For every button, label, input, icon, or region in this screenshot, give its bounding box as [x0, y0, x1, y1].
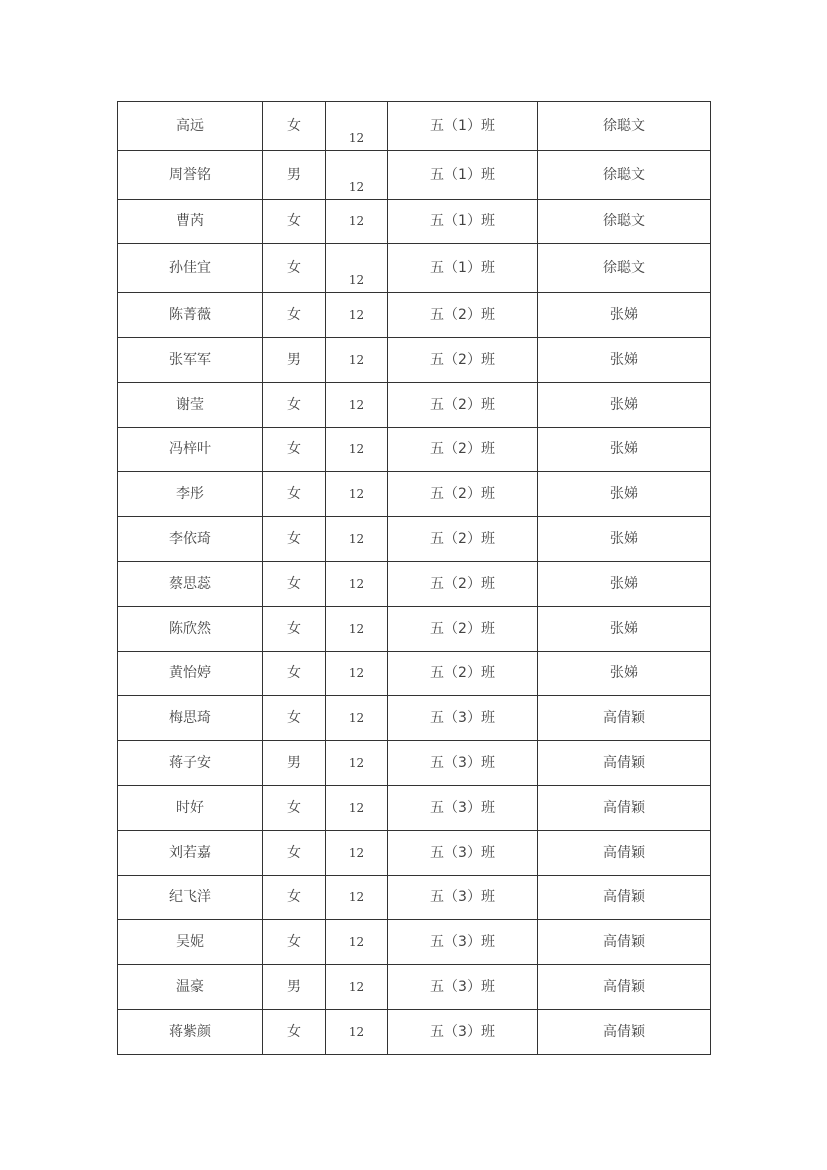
- class-teacher: 高倩颖: [538, 696, 711, 741]
- student-age: 12: [326, 427, 388, 472]
- class-teacher: 张娣: [538, 382, 711, 427]
- student-age: 12: [326, 382, 388, 427]
- student-age: 12: [326, 517, 388, 562]
- student-class: 五（2）班: [388, 606, 538, 651]
- student-class: 五（2）班: [388, 382, 538, 427]
- student-gender: 女: [263, 875, 326, 920]
- table-row: [118, 696, 711, 741]
- table-row: [118, 150, 711, 199]
- student-age: 12: [326, 920, 388, 965]
- student-age: 12: [326, 830, 388, 875]
- class-teacher: 徐聪文: [538, 102, 711, 151]
- student-gender: 女: [263, 696, 326, 741]
- student-age: 12: [326, 741, 388, 786]
- student-gender: 女: [263, 785, 326, 830]
- student-age: 12: [326, 102, 388, 151]
- class-teacher: 高倩颖: [538, 785, 711, 830]
- student-class: 五（2）班: [388, 427, 538, 472]
- class-teacher: 张娣: [538, 293, 711, 338]
- student-class: 五（2）班: [388, 472, 538, 517]
- table-row: [118, 472, 711, 517]
- student-gender: 女: [263, 382, 326, 427]
- table-row: [118, 561, 711, 606]
- table-row: [118, 1009, 711, 1054]
- student-name: 蒋紫颜: [118, 1009, 263, 1054]
- student-name: 张军军: [118, 337, 263, 382]
- student-class: 五（3）班: [388, 965, 538, 1010]
- student-name: 蒋子安: [118, 741, 263, 786]
- student-class: 五（2）班: [388, 561, 538, 606]
- student-gender: 女: [263, 517, 326, 562]
- table-row: [118, 741, 711, 786]
- student-name: 李彤: [118, 472, 263, 517]
- student-name: 纪飞洋: [118, 875, 263, 920]
- student-age: 12: [326, 199, 388, 244]
- student-name: 蔡思蕊: [118, 561, 263, 606]
- table-row: [118, 427, 711, 472]
- table-row: [118, 337, 711, 382]
- student-class: 五（1）班: [388, 150, 538, 199]
- student-gender: 女: [263, 830, 326, 875]
- student-class: 五（3）班: [388, 920, 538, 965]
- student-age: 12: [326, 561, 388, 606]
- table-row: [118, 785, 711, 830]
- class-teacher: 徐聪文: [538, 244, 711, 293]
- student-name: 吴妮: [118, 920, 263, 965]
- table-row: [118, 244, 711, 293]
- student-class: 五（2）班: [388, 651, 538, 696]
- class-teacher: 高倩颖: [538, 920, 711, 965]
- student-age: 12: [326, 606, 388, 651]
- student-class: 五（3）班: [388, 785, 538, 830]
- student-class: 五（1）班: [388, 102, 538, 151]
- student-age: 12: [326, 965, 388, 1010]
- student-gender: 女: [263, 920, 326, 965]
- student-name: 陈欣然: [118, 606, 263, 651]
- student-class: 五（3）班: [388, 741, 538, 786]
- student-class: 五（3）班: [388, 696, 538, 741]
- student-name: 黄怡婷: [118, 651, 263, 696]
- student-roster-table: [117, 101, 711, 1055]
- class-teacher: 高倩颖: [538, 830, 711, 875]
- class-teacher: 张娣: [538, 472, 711, 517]
- student-name: 高远: [118, 102, 263, 151]
- class-teacher: 徐聪文: [538, 199, 711, 244]
- student-gender: 女: [263, 606, 326, 651]
- student-class: 五（3）班: [388, 1009, 538, 1054]
- student-gender: 女: [263, 561, 326, 606]
- student-name: 冯梓叶: [118, 427, 263, 472]
- student-gender: 女: [263, 427, 326, 472]
- table-row: [118, 875, 711, 920]
- student-name: 周誉铭: [118, 150, 263, 199]
- table-row: [118, 830, 711, 875]
- class-teacher: 张娣: [538, 606, 711, 651]
- student-gender: 女: [263, 293, 326, 338]
- student-name: 时好: [118, 785, 263, 830]
- student-gender: 男: [263, 965, 326, 1010]
- student-age: 12: [326, 472, 388, 517]
- table-row: [118, 517, 711, 562]
- student-gender: 女: [263, 472, 326, 517]
- student-class: 五（2）班: [388, 293, 538, 338]
- class-teacher: 张娣: [538, 517, 711, 562]
- student-age: 12: [326, 1009, 388, 1054]
- student-name: 孙佳宜: [118, 244, 263, 293]
- class-teacher: 高倩颖: [538, 875, 711, 920]
- student-age: 12: [326, 785, 388, 830]
- table-row: [118, 382, 711, 427]
- table-row: [118, 293, 711, 338]
- student-class: 五（1）班: [388, 199, 538, 244]
- student-name: 梅思琦: [118, 696, 263, 741]
- class-teacher: 张娣: [538, 427, 711, 472]
- student-class: 五（2）班: [388, 337, 538, 382]
- student-name: 李依琦: [118, 517, 263, 562]
- class-teacher: 张娣: [538, 651, 711, 696]
- student-class: 五（1）班: [388, 244, 538, 293]
- class-teacher: 高倩颖: [538, 1009, 711, 1054]
- student-age: 12: [326, 651, 388, 696]
- student-gender: 女: [263, 651, 326, 696]
- student-gender: 女: [263, 1009, 326, 1054]
- roster-body: [118, 102, 711, 1055]
- student-gender: 男: [263, 741, 326, 786]
- student-name: 谢莹: [118, 382, 263, 427]
- class-teacher: 张娣: [538, 561, 711, 606]
- student-class: 五（3）班: [388, 875, 538, 920]
- class-teacher: 高倩颖: [538, 965, 711, 1010]
- table-row: [118, 965, 711, 1010]
- class-teacher: 张娣: [538, 337, 711, 382]
- student-age: 12: [326, 696, 388, 741]
- student-gender: 女: [263, 244, 326, 293]
- student-gender: 男: [263, 150, 326, 199]
- student-age: 12: [326, 244, 388, 293]
- student-age: 12: [326, 150, 388, 199]
- student-gender: 男: [263, 337, 326, 382]
- table-row: [118, 102, 711, 151]
- student-name: 陈菁薇: [118, 293, 263, 338]
- student-name: 曹芮: [118, 199, 263, 244]
- student-gender: 女: [263, 102, 326, 151]
- student-age: 12: [326, 337, 388, 382]
- table-row: [118, 199, 711, 244]
- table-row: [118, 920, 711, 965]
- student-age: 12: [326, 293, 388, 338]
- table-row: [118, 606, 711, 651]
- table-row: [118, 651, 711, 696]
- student-name: 温豪: [118, 965, 263, 1010]
- student-class: 五（2）班: [388, 517, 538, 562]
- class-teacher: 高倩颖: [538, 741, 711, 786]
- student-gender: 女: [263, 199, 326, 244]
- class-teacher: 徐聪文: [538, 150, 711, 199]
- student-age: 12: [326, 875, 388, 920]
- student-name: 刘若嘉: [118, 830, 263, 875]
- student-class: 五（3）班: [388, 830, 538, 875]
